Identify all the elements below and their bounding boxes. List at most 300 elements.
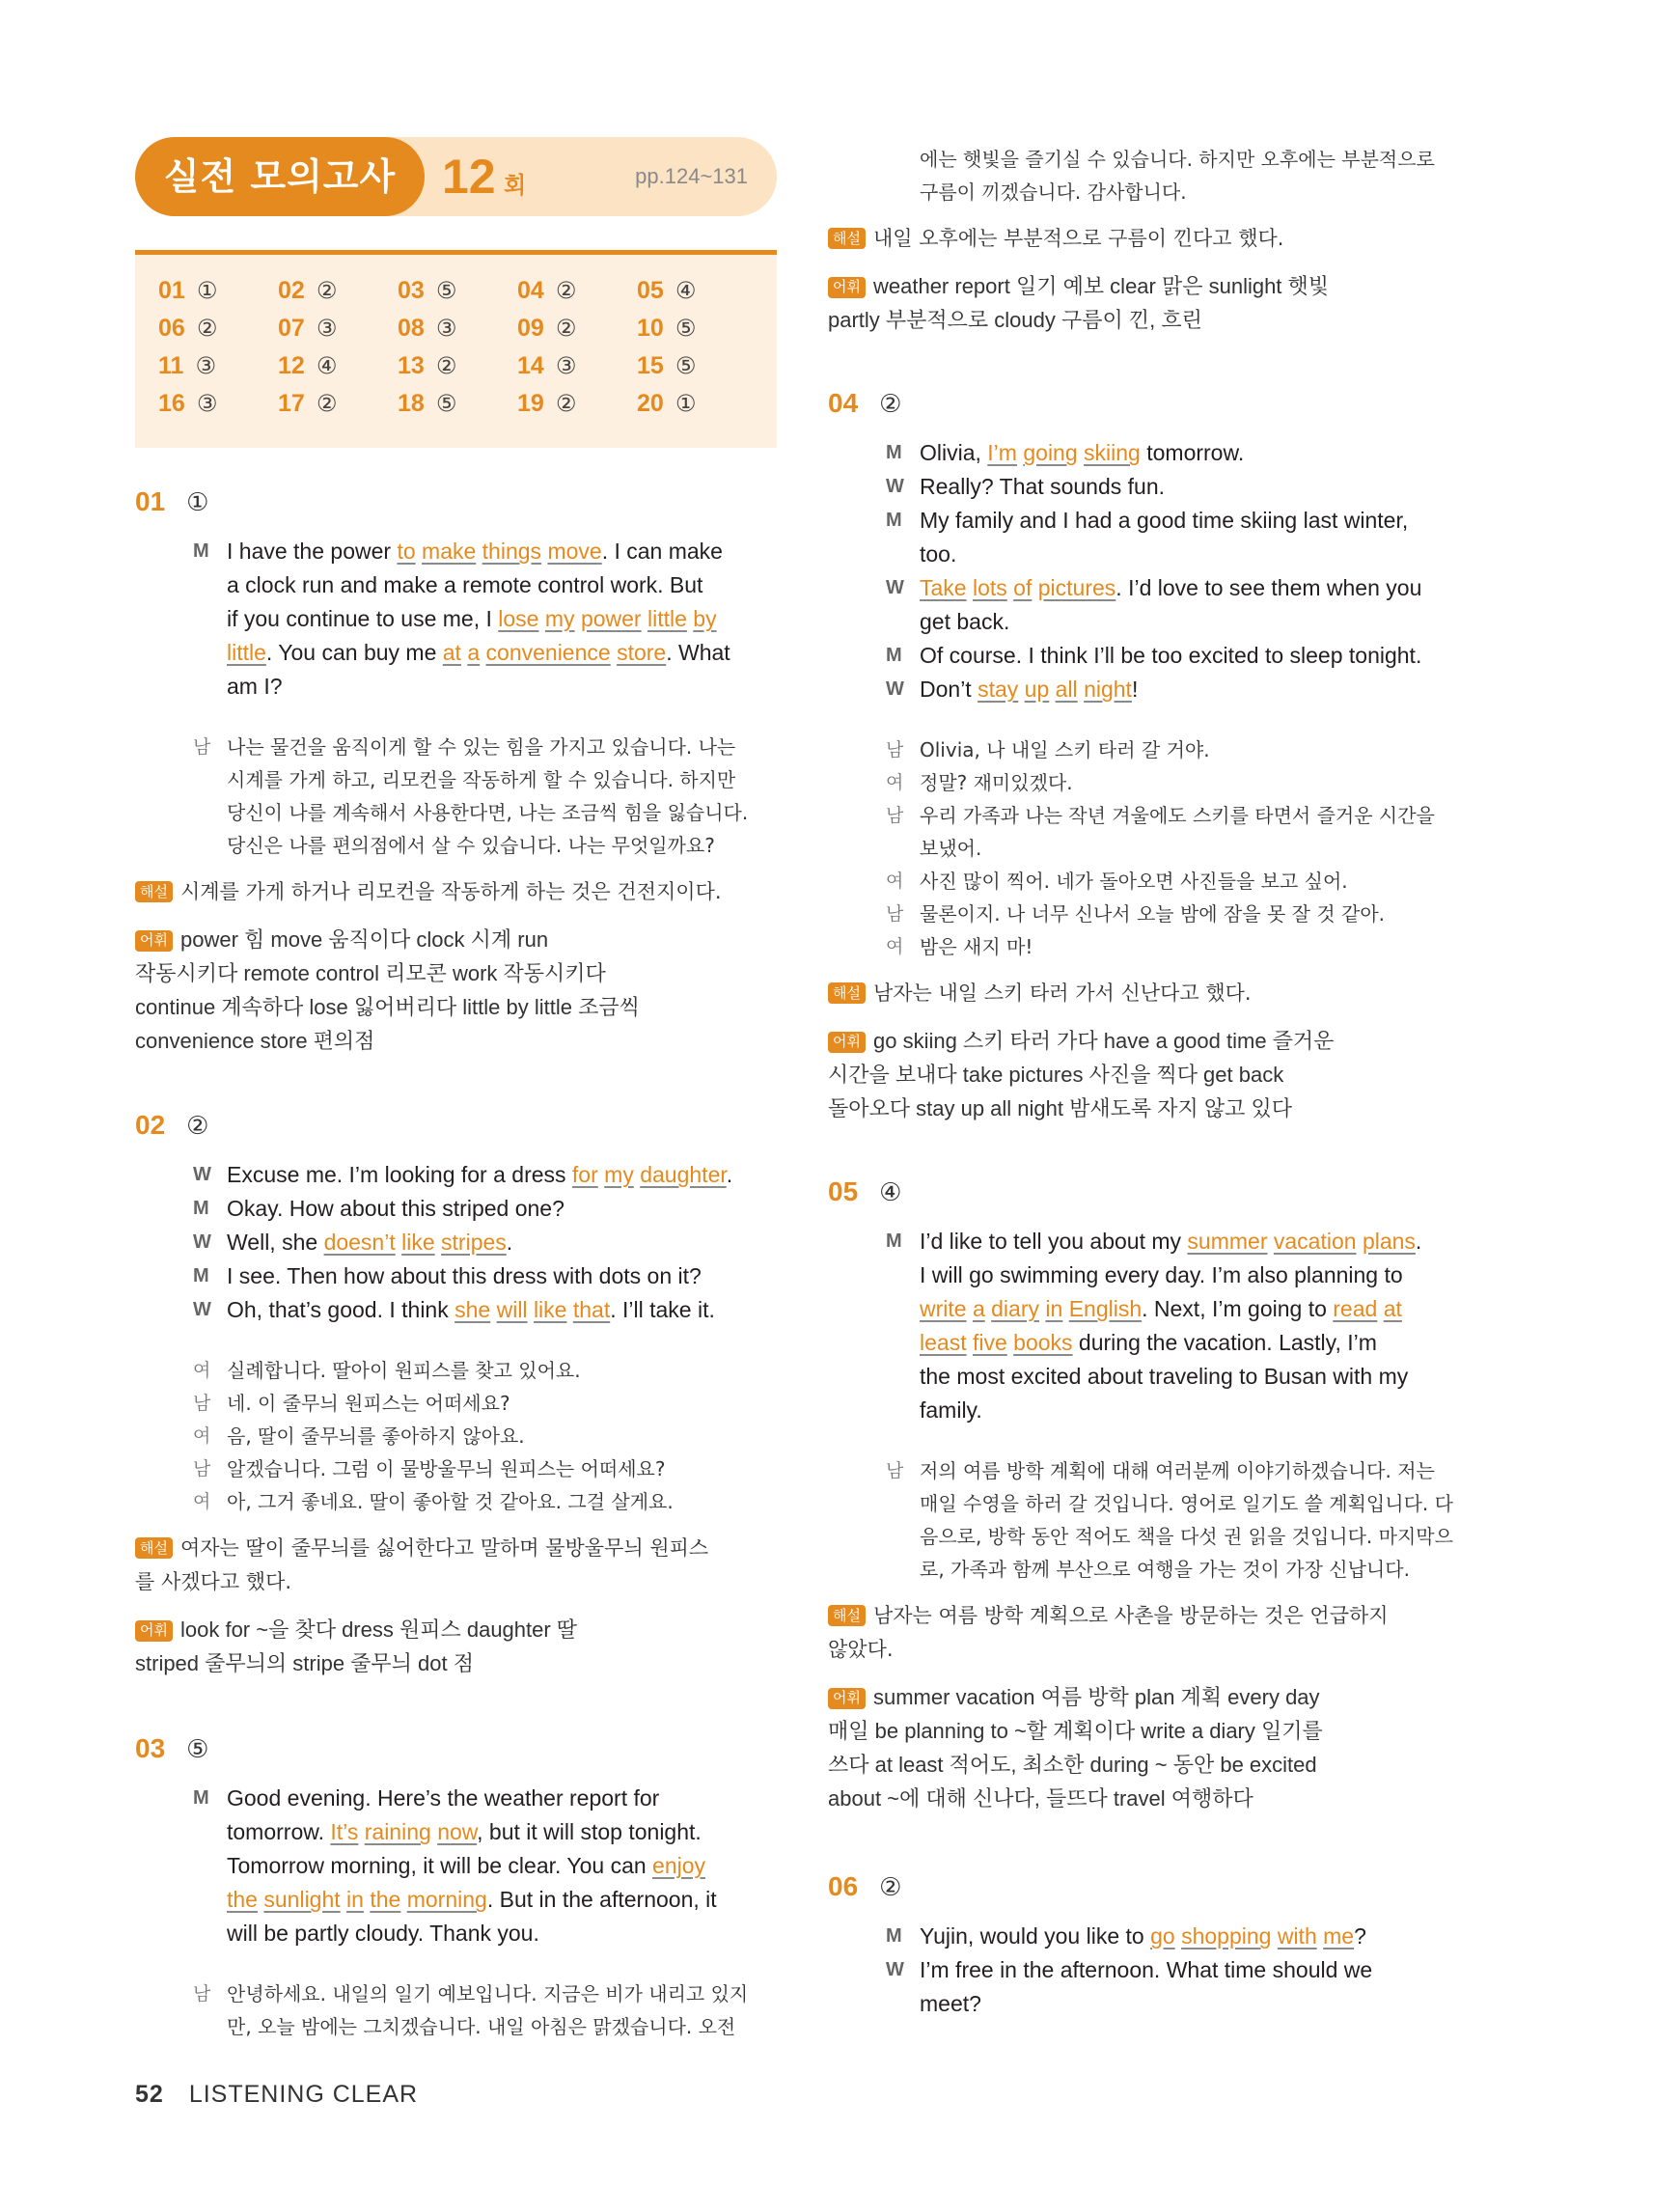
line-text — [227, 1158, 777, 1192]
explanation-badge: 해설 — [135, 1537, 173, 1559]
blank-answer: the — [370, 1887, 401, 1912]
answer-grid — [158, 276, 757, 419]
answer-choice: ② — [555, 277, 577, 304]
dialogue-line — [193, 670, 777, 704]
blank-answer: enjoy — [652, 1853, 706, 1878]
answer-number: 17 — [278, 390, 305, 417]
blank-answer: raining — [364, 1819, 431, 1844]
speaker-label — [886, 1292, 920, 1326]
speaker-label: 남 — [886, 903, 904, 925]
text-segment: . I’d love to see them when you — [1115, 575, 1422, 600]
blank-answer: five — [972, 1330, 1007, 1355]
spacer — [886, 256, 1470, 269]
speaker-label: 남 — [193, 1393, 211, 1414]
spacer — [886, 1667, 1470, 1680]
line-text: 구름이 끼겠습니다. 감사합니다. — [920, 180, 1187, 204]
question-heading — [828, 1867, 1470, 1906]
answer-number: 18 — [398, 390, 425, 417]
blank-answer: move — [547, 539, 602, 564]
dialogue-line — [886, 538, 1470, 571]
speaker-label: 남 — [193, 736, 211, 758]
text-segment: . I can make — [601, 539, 723, 564]
vocabulary-badge: 어휘 — [828, 1688, 866, 1709]
text-segment: Good evening. Here’s the weather report for — [227, 1785, 660, 1811]
explanation-badge: 해설 — [828, 982, 866, 1004]
speaker-label: 여 — [193, 1491, 211, 1512]
correct-answer: ⑤ — [186, 1735, 209, 1764]
explanation-text: 시계를 가게 하거나 리모컨을 작동하게 하는 것은 건전지이다. — [179, 880, 722, 903]
vocabulary-badge: 어휘 — [828, 1032, 866, 1053]
vocabulary-line — [828, 303, 1470, 337]
line-text — [227, 535, 777, 568]
translation-line — [193, 763, 777, 796]
line-text — [920, 1987, 1470, 2021]
vocabulary-badge: 어휘 — [135, 1620, 173, 1642]
text-segment: . Next, I’m going to — [1142, 1296, 1334, 1321]
question-body — [135, 1782, 777, 2043]
dialogue-line — [193, 1815, 777, 1849]
dialogue-line — [193, 1782, 777, 1815]
dialogue-english — [193, 535, 777, 704]
speaker-label — [886, 176, 920, 208]
spacer — [886, 1427, 1470, 1441]
answer-cell — [278, 314, 398, 344]
question-number: 03 — [135, 1733, 166, 1763]
vocabulary-line — [135, 990, 777, 1024]
explanation — [828, 1599, 1470, 1667]
dialogue-line — [193, 1259, 777, 1293]
vocabulary-line — [828, 1024, 1470, 1058]
dialogue-line — [886, 1953, 1470, 1987]
blank-answer: read — [1333, 1296, 1378, 1321]
line-text: 시계를 가게 하고, 리모컨을 작동하게 할 수 있습니다. 하지만 — [227, 768, 736, 791]
answer-cell — [158, 389, 278, 419]
line-text: 아, 그거 좋네요. 딸이 좋아할 것 같아요. 그걸 살게요. — [227, 1490, 674, 1513]
line-text: 네. 이 줄무늬 원피스는 어떠세요? — [227, 1392, 510, 1415]
dialogue-korean — [886, 1454, 1470, 1586]
dialogue-line — [193, 1226, 777, 1259]
text-segment: . — [1415, 1229, 1422, 1254]
text-segment: . What — [666, 640, 730, 665]
dialogue-line — [193, 602, 777, 636]
question-03-continued — [828, 129, 1470, 337]
vocabulary-text: 작동시키다 remote control 리모콘 work 작동시키다 — [135, 961, 606, 985]
page-footer — [135, 2081, 418, 2109]
blank-answer: at — [1383, 1296, 1402, 1321]
line-text: 정말? 재미있겠다. — [920, 771, 1073, 794]
vocabulary-text: striped 줄무늬의 stripe 줄무늬 dot 점 — [135, 1651, 474, 1675]
blank-answer: little — [647, 606, 687, 631]
answer-choice: ③ — [195, 352, 216, 379]
correct-answer: ④ — [879, 1178, 902, 1207]
blank-answer: stripes — [441, 1230, 507, 1255]
answer-cell — [278, 389, 398, 419]
line-text: 당신이 나를 계속해서 사용한다면, 나는 조금씩 힘을 잃습니다. — [227, 801, 749, 824]
answer-cell — [517, 351, 637, 381]
explanation-line — [828, 222, 1470, 256]
blank-answer: she — [454, 1297, 491, 1322]
question-heading — [828, 1173, 1470, 1211]
text-segment: Okay. How about this striped one? — [227, 1196, 565, 1221]
line-text — [227, 636, 777, 670]
speaker-label: W — [193, 1164, 211, 1185]
text-segment: . But in the afternoon, it — [486, 1887, 717, 1912]
line-text — [920, 538, 1470, 571]
blank-answer: my — [604, 1162, 634, 1187]
text-segment: I’m free in the afternoon. What time should we — [920, 1957, 1373, 1982]
explanation-badge: 해설 — [828, 1605, 866, 1626]
answer-cell — [517, 276, 637, 306]
text-segment: too. — [920, 541, 957, 567]
line-text: 저의 여름 방학 계획에 대해 여러분께 이야기하겠습니다. 저는 — [920, 1459, 1435, 1482]
answer-cell — [398, 276, 517, 306]
speaker-label: M — [886, 510, 902, 531]
explanation — [135, 1532, 777, 1599]
answer-cell — [517, 314, 637, 344]
vocabulary-badge: 어휘 — [135, 930, 173, 952]
translation-line — [886, 766, 1470, 799]
dialogue-korean — [193, 1977, 777, 2043]
answer-choice: ④ — [316, 352, 338, 379]
translation-line — [886, 1454, 1470, 1487]
text-segment: . I’ll take it. — [610, 1297, 715, 1322]
blank-answer: will — [496, 1297, 528, 1322]
answer-choice: ① — [675, 390, 697, 417]
question-body — [828, 1920, 1470, 2021]
translation-line — [886, 733, 1470, 766]
dialogue-korean — [193, 1354, 777, 1518]
line-text: 음, 딸이 줄무늬를 좋아하지 않아요. — [227, 1424, 525, 1448]
speaker-label: 남 — [886, 1460, 904, 1481]
text-segment: Oh, that’s good. I think — [227, 1297, 455, 1322]
line-text — [920, 1326, 1470, 1360]
line-text — [227, 602, 777, 636]
text-segment: am I? — [227, 674, 283, 699]
dialogue-line — [886, 639, 1470, 673]
line-text: 우리 가족과 나는 작년 겨울에도 스키를 타면서 즐거운 시간을 — [920, 804, 1435, 827]
speaker-label: 남 — [886, 805, 904, 826]
answer-number: 05 — [637, 277, 664, 304]
question-heading — [135, 1106, 777, 1145]
line-text — [227, 568, 777, 602]
blank-answer: Take — [920, 575, 967, 600]
speaker-label — [193, 568, 227, 602]
answer-number: 14 — [517, 352, 544, 379]
dialogue-korean — [886, 733, 1470, 963]
speaker-label — [886, 1987, 920, 2021]
question-body — [828, 143, 1470, 337]
speaker-label: M — [886, 442, 902, 463]
speaker-label: M — [886, 1230, 902, 1252]
book-title: LISTENING CLEAR — [188, 2081, 419, 2108]
spacer — [193, 1327, 777, 1341]
explanation-text: 여자는 딸이 줄무늬를 싫어한다고 말하며 물방울무늬 원피스 — [179, 1536, 709, 1560]
translation-line — [886, 176, 1470, 208]
line-text — [920, 1258, 1470, 1292]
answer-choice: ③ — [435, 315, 457, 342]
line-text — [920, 1360, 1470, 1394]
speaker-label: 여 — [886, 936, 904, 957]
vocabulary-line — [828, 1092, 1470, 1125]
answer-number: 01 — [158, 277, 185, 304]
line-text — [920, 1292, 1470, 1326]
question-heading — [135, 483, 777, 521]
translation-line — [193, 1387, 777, 1420]
line-text — [227, 1192, 777, 1226]
text-segment: tomorrow. — [1140, 440, 1245, 465]
line-text: 알겠습니다. 그럼 이 물방울무늬 원피스는 어떠세요? — [227, 1457, 666, 1480]
line-text — [920, 436, 1470, 470]
dialogue-line — [193, 636, 777, 670]
text-segment: meet? — [920, 1991, 981, 2016]
answer-choice: ② — [316, 277, 338, 304]
line-text — [227, 1917, 777, 1950]
speaker-label: W — [886, 678, 904, 700]
dialogue-line — [886, 1920, 1470, 1953]
blank-answer: with — [1277, 1923, 1317, 1949]
dialogue-line — [886, 673, 1470, 706]
translation-line — [193, 2010, 777, 2043]
vocabulary-line — [828, 1748, 1470, 1782]
text-segment: , but it will stop tonight. — [477, 1819, 702, 1844]
text-segment: ! — [1131, 677, 1139, 702]
spacer — [193, 704, 777, 717]
question-number: 06 — [828, 1871, 859, 1901]
blank-answer: a — [467, 640, 481, 665]
correct-answer: ① — [186, 488, 209, 517]
text-segment: I will go swimming every day. I’m also planning to — [920, 1262, 1403, 1287]
line-text — [227, 1815, 777, 1849]
explanation-text: 를 사겠다고 했다. — [135, 1570, 292, 1593]
translation-line — [193, 1485, 777, 1518]
answer-cell — [637, 351, 757, 381]
dialogue-line — [886, 1394, 1470, 1427]
answer-number: 20 — [637, 390, 664, 417]
spacer — [193, 1518, 777, 1532]
spacer — [193, 862, 777, 875]
dialogue-line — [886, 436, 1470, 470]
translation-line — [886, 799, 1470, 832]
vocabulary-text: 시간을 보내다 take pictures 사진을 찍다 get back — [828, 1063, 1284, 1087]
blank-answer: English — [1068, 1296, 1143, 1321]
translation-line — [886, 1487, 1470, 1520]
dialogue-english — [886, 1225, 1470, 1427]
answer-number: 02 — [278, 277, 305, 304]
dialogue-line — [193, 1849, 777, 1883]
blank-answer: stay — [978, 677, 1019, 702]
blank-answer: my — [544, 606, 575, 631]
dialogue-line — [193, 1293, 777, 1327]
answer-cell — [158, 351, 278, 381]
answer-cell — [158, 276, 278, 306]
spacer — [193, 1950, 777, 1964]
blank-answer: by — [693, 606, 717, 631]
answer-cell — [398, 351, 517, 381]
vocabulary-text: convenience store 편의점 — [135, 1029, 375, 1053]
text-segment: Of course. I think I’ll be too excited to sleep tonight. — [920, 643, 1422, 668]
dialogue-line — [886, 504, 1470, 538]
text-segment: during the vacation. Lastly, I’m — [1072, 1330, 1377, 1355]
vocabulary-text: partly 부분적으로 cloudy 구름이 낀, 흐린 — [828, 308, 1202, 332]
answer-choice: ③ — [196, 390, 218, 417]
answer-cell — [398, 389, 517, 419]
explanation — [828, 222, 1470, 256]
speaker-label — [886, 1553, 920, 1586]
line-text — [920, 605, 1470, 639]
vocabulary-line — [135, 1646, 777, 1680]
correct-answer: ② — [186, 1112, 209, 1141]
answer-cell — [158, 314, 278, 344]
answer-cell — [637, 314, 757, 344]
vocabulary — [135, 1613, 777, 1680]
spacer — [886, 208, 1470, 222]
translation-line — [193, 1977, 777, 2010]
explanation-line — [135, 1532, 777, 1565]
question-04 — [828, 384, 1470, 1125]
question-body — [828, 436, 1470, 1125]
blank-answer: like — [401, 1230, 435, 1255]
text-segment: will be partly cloudy. Thank you. — [227, 1921, 539, 1946]
speaker-label — [886, 605, 920, 639]
blank-answer: in — [346, 1887, 364, 1912]
answer-number: 12 — [278, 352, 305, 379]
blank-answer: It’s — [330, 1819, 359, 1844]
line-text: 에는 햇빛을 즐기실 수 있습니다. 하지만 오후에는 부분적으로 — [920, 148, 1435, 171]
vocabulary-badge: 어휘 — [828, 277, 866, 298]
answer-number: 08 — [398, 315, 425, 342]
answer-cell — [278, 276, 398, 306]
blank-answer: that — [572, 1297, 611, 1322]
speaker-label — [886, 1394, 920, 1427]
speaker-label: 남 — [886, 739, 904, 760]
answer-number: 16 — [158, 390, 185, 417]
explanation — [828, 977, 1470, 1010]
dialogue-line — [886, 1292, 1470, 1326]
dialogue-korean — [193, 731, 777, 862]
line-text — [920, 1394, 1470, 1427]
answer-number: 15 — [637, 352, 664, 379]
line-text — [920, 1225, 1470, 1258]
question-number: 05 — [828, 1176, 859, 1206]
blank-answer: power — [580, 606, 642, 631]
explanation-line — [135, 1565, 777, 1599]
speaker-label — [193, 1849, 227, 1883]
vocabulary — [828, 1680, 1470, 1815]
text-segment: I see. Then how about this dress with dots on it? — [227, 1263, 702, 1288]
correct-answer: ② — [879, 1873, 902, 1902]
line-text — [227, 1782, 777, 1815]
vocabulary-line — [828, 1680, 1470, 1714]
text-segment: Don’t — [920, 677, 978, 702]
speaker-label: 남 — [193, 1458, 211, 1479]
answer-number: 06 — [158, 315, 185, 342]
translation-line — [886, 1520, 1470, 1553]
line-text — [920, 1920, 1470, 1953]
answer-cell — [398, 314, 517, 344]
speaker-label: W — [886, 577, 904, 598]
vocabulary-text: look for ~을 찾다 dress 원피스 daughter 딸 — [179, 1618, 578, 1642]
explanation-line — [828, 977, 1470, 1010]
speaker-label — [193, 763, 227, 796]
blank-answer: write — [920, 1296, 967, 1321]
answer-cell — [278, 351, 398, 381]
question-01 — [135, 483, 777, 1058]
blank-answer: now — [437, 1819, 478, 1844]
answer-choice: ⑤ — [675, 315, 697, 342]
line-text: 실례합니다. 딸아이 원피스를 찾고 있어요. — [227, 1359, 581, 1382]
question-heading — [828, 384, 1470, 423]
speaker-label — [886, 1258, 920, 1292]
text-segment: I’d like to tell you about my — [920, 1229, 1188, 1254]
line-text: 로, 가족과 함께 부산으로 여행을 가는 것이 가장 신납니다. — [920, 1558, 1410, 1581]
text-segment: get back. — [920, 609, 1010, 634]
line-text: 매일 수영을 하러 갈 것입니다. 영어로 일기도 쓸 계획입니다. 다 — [920, 1492, 1453, 1515]
dialogue-line — [886, 1258, 1470, 1292]
blank-answer: diary — [991, 1296, 1039, 1321]
text-segment: Excuse me. I’m looking for a dress — [227, 1162, 572, 1187]
blank-answer: at — [442, 640, 461, 665]
answer-choice: ② — [555, 315, 577, 342]
explanation-badge: 해설 — [135, 881, 173, 902]
vocabulary-line — [828, 1058, 1470, 1092]
vocabulary-text: 쓰다 at least 적어도, 최소한 during ~ 동안 be excited — [828, 1753, 1317, 1777]
line-text — [920, 571, 1470, 605]
question-heading — [135, 1729, 777, 1768]
text-segment: tomorrow. — [227, 1819, 331, 1844]
line-text: 안녕하세요. 내일의 일기 예보입니다. 지금은 비가 내리고 있지 — [227, 1982, 749, 2005]
speaker-label: 남 — [193, 1983, 211, 2005]
dialogue-line — [886, 605, 1470, 639]
translation-line — [886, 898, 1470, 930]
speaker-label — [886, 1520, 920, 1553]
line-text: 물론이지. 나 너무 신나서 오늘 밤에 잠을 못 잘 것 같아. — [920, 902, 1386, 926]
vocabulary-text: about ~에 대해 신나다, 들뜨다 travel 여행하다 — [828, 1786, 1253, 1811]
line-text — [920, 470, 1470, 504]
text-segment: ? — [1354, 1923, 1366, 1949]
text-segment: Well, she — [227, 1230, 324, 1255]
page-number: 52 — [135, 2081, 164, 2108]
answer-choice: ② — [435, 352, 457, 379]
speaker-label — [193, 602, 227, 636]
vocabulary-line — [135, 1613, 777, 1646]
blank-answer: summer — [1187, 1229, 1268, 1254]
blank-answer: in — [1045, 1296, 1063, 1321]
vocabulary-text: power 힘 move 움직이다 clock 시계 run — [179, 927, 549, 952]
question-number: 02 — [135, 1110, 166, 1140]
answer-number: 13 — [398, 352, 425, 379]
blank-answer: a — [972, 1296, 985, 1321]
speaker-label — [193, 1917, 227, 1950]
speaker-label: W — [193, 1299, 211, 1320]
vocabulary-text: summer vacation 여름 방학 plan 계획 every day — [872, 1685, 1320, 1709]
question-06 — [828, 1867, 1470, 2021]
translation-line — [193, 796, 777, 829]
blank-answer: lots — [972, 575, 1007, 600]
test-title-banner — [135, 137, 777, 216]
blank-answer: all — [1055, 677, 1078, 702]
blank-answer: sunlight — [263, 1887, 341, 1912]
translation-line — [193, 1354, 777, 1387]
vocabulary — [828, 269, 1470, 337]
answer-choice: ⑤ — [435, 390, 457, 417]
blank-answer: like — [533, 1297, 567, 1322]
blank-answer: convenience — [485, 640, 611, 665]
answer-cell — [637, 389, 757, 419]
text-segment: . — [506, 1230, 513, 1255]
speaker-label: M — [193, 540, 209, 562]
speaker-label: W — [886, 476, 904, 497]
speaker-label: M — [193, 1787, 209, 1809]
